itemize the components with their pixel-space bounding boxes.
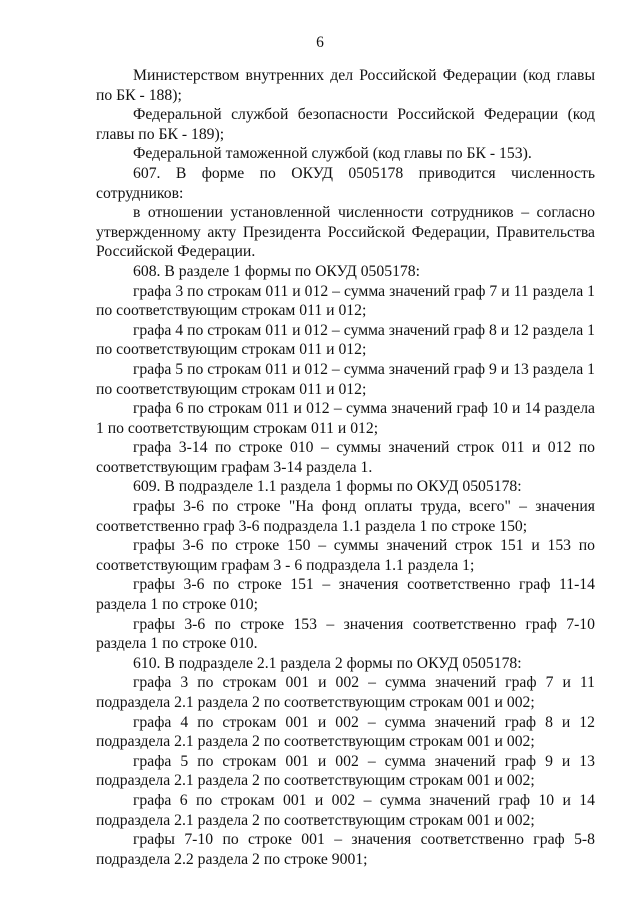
paragraph-610-col5: графа 5 по строкам 001 и 002 – сумма значений граф 9 и 13 подраздела 2.1 раздела 2 по соответствующим строкам 001 и 002; bbox=[96, 752, 595, 790]
page-number: 6 bbox=[316, 34, 324, 51]
paragraph-610-col3: графа 3 по строкам 001 и 002 – сумма значений граф 7 и 11 подраздела 2.1 раздела 2 по соответствующим строкам 001 и 002; bbox=[96, 674, 595, 711]
paragraph-608-col6: графа 6 по строкам 011 и 012 – сумма значений граф 10 и 14 раздела 1 по соответствующим строкам 011 и 012; bbox=[96, 400, 595, 437]
paragraph-609-row153: графы 3-6 по строке 153 – значения соответственно граф 7-10 раздела 1 по строке 010. bbox=[96, 615, 595, 653]
paragraph-609-row150: графы 3-6 по строке 150 – суммы значений строк 151 и 153 по соответствующим графам 3 - 6 подраздела 1.1 раздела 1; bbox=[96, 537, 595, 574]
paragraph-610-col6: графа 6 по строкам 001 и 002 – сумма значений граф 10 и 14 подраздела 2.1 раздела 2 по соответствующим строкам 001 и 002; bbox=[96, 791, 595, 829]
paragraph-609: 609. В подразделе 1.1 раздела 1 формы по ОКУД 0505178: bbox=[133, 478, 522, 496]
paragraph-607-staff: в отношении установленной численности сотрудников – согласно утвержденному акту Президента Российской Федерации, Правительства Российской Федерации. bbox=[96, 204, 595, 261]
paragraph-608-row010: графа 3-14 по строке 010 – суммы значений строк 011 и 012 по соответствующим графам 3-14 раздела 1. bbox=[96, 439, 595, 476]
paragraph-610: 610. В подразделе 2.1 раздела 2 формы по ОКУД 0505178: bbox=[133, 654, 522, 672]
paragraph-608-col3: графа 3 по строкам 011 и 012 – сумма значений граф 7 и 11 раздела 1 по соответствующим строкам 011 и 012; bbox=[96, 282, 595, 320]
paragraph-610-col4: графа 4 по строкам 001 и 002 – сумма значений граф 8 и 12 подраздела 2.1 раздела 2 по соответствующим строкам 001 и 002; bbox=[96, 713, 595, 751]
paragraph-609-wage-fund: графы 3-6 по строке "На фонд оплаты труда, всего" – значения соответственно граф 3-6 подраздела 1.1 раздела 1 по строке 150; bbox=[96, 498, 595, 535]
paragraph-fts: Федеральной таможенной службой (код главы по БК - 153). bbox=[133, 145, 532, 163]
document-body bbox=[96, 66, 595, 869]
paragraph-610-col7-10: графы 7-10 по строке 001 – значения соответственно граф 5-8 подраздела 2.2 раздела 2 по строке 9001; bbox=[96, 831, 595, 868]
paragraph-608: 608. В разделе 1 формы по ОКУД 0505178: bbox=[133, 262, 420, 280]
paragraph-608-col4: графа 4 по строкам 011 и 012 – сумма значений граф 8 и 12 раздела 1 по соответствующим строкам 011 и 012; bbox=[96, 321, 595, 359]
paragraph-fsb: Федеральной службой безопасности Российской Федерации (код главы по БК - 189); bbox=[96, 106, 595, 143]
paragraph-609-row151: графы 3-6 по строке 151 – значения соответственно граф 11-14 раздела 1 по строке 010; bbox=[96, 576, 595, 614]
paragraph-607: 607. В форме по ОКУД 0505178 приводится численность сотрудников: bbox=[96, 164, 595, 202]
paragraph-mvd: Министерством внутренних дел Российской Федерации (код главы по БК - 188); bbox=[96, 67, 595, 104]
paragraph-608-col5: графа 5 по строкам 011 и 012 – сумма значений граф 9 и 13 раздела 1 по соответствующим строкам 011 и 012; bbox=[96, 360, 595, 398]
